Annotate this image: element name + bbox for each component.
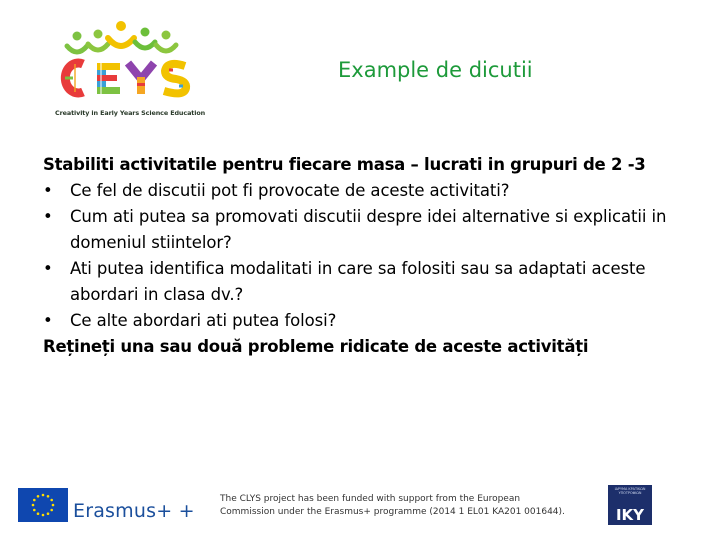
logo-caption: Creativity in Early Years Science Education (55, 109, 206, 117)
slide-body (43, 152, 693, 360)
funding-line: The CLYS project has been funded with support from the European (220, 494, 521, 504)
iky-logo (608, 485, 652, 525)
eu-flag-icon (18, 488, 68, 522)
intro-text: Stabiliti activitatile pentru fiecare masa – lucrati in grupuri de 2 -3 (43, 155, 646, 174)
letter-y-icon (128, 63, 154, 94)
slide-title: Example de dicutii (338, 58, 533, 82)
bullet-item (43, 308, 693, 334)
bullet-text: Cum ati putea sa promovati discutii despre idei alternative si explicatii in domeniul stiintelor? (70, 207, 667, 252)
bullet-icon: • (43, 311, 53, 330)
funding-line: Commission under the Erasmus+ programme (2014 1 EL01 KA201 001644). (220, 507, 565, 517)
ceys-logo (55, 20, 215, 122)
bullet-icon: • (43, 207, 53, 226)
iky-logo-text: IKY (615, 506, 645, 524)
letter-e-icon (97, 63, 120, 94)
bullet-icon: • (43, 259, 53, 278)
bullet-text: Ce alte abordari ati putea folosi? (70, 311, 337, 330)
eu-stars-icon (18, 488, 68, 522)
bullet-text: Ati putea identifica modalitati in care sa folositi sau sa adaptati aceste abordari in clasa dv.? (70, 259, 646, 304)
people-figures-icon (67, 21, 176, 52)
bullet-icon: • (43, 181, 53, 200)
bullet-list (43, 178, 693, 334)
letter-c-icon (65, 63, 83, 93)
bullet-item (43, 178, 693, 204)
ceys-logo-graphic (55, 20, 215, 108)
iky-small-text: ΙΔΡΥΜΑ ΚΡΑΤΙΚΩΝ ΥΠΟΤΡΟΦΙΩΝ (614, 487, 646, 495)
letter-s-icon (164, 64, 186, 94)
closing-text: Rețineți una sau două probleme ridicate de aceste activități (43, 337, 589, 356)
erasmus-logo-text: Erasmus+ + (73, 500, 195, 522)
funding-notice (220, 493, 600, 519)
bullet-item (43, 204, 693, 256)
bullet-item (43, 256, 693, 308)
bullet-text: Ce fel de discutii pot fi provocate de aceste activitati? (70, 181, 510, 200)
